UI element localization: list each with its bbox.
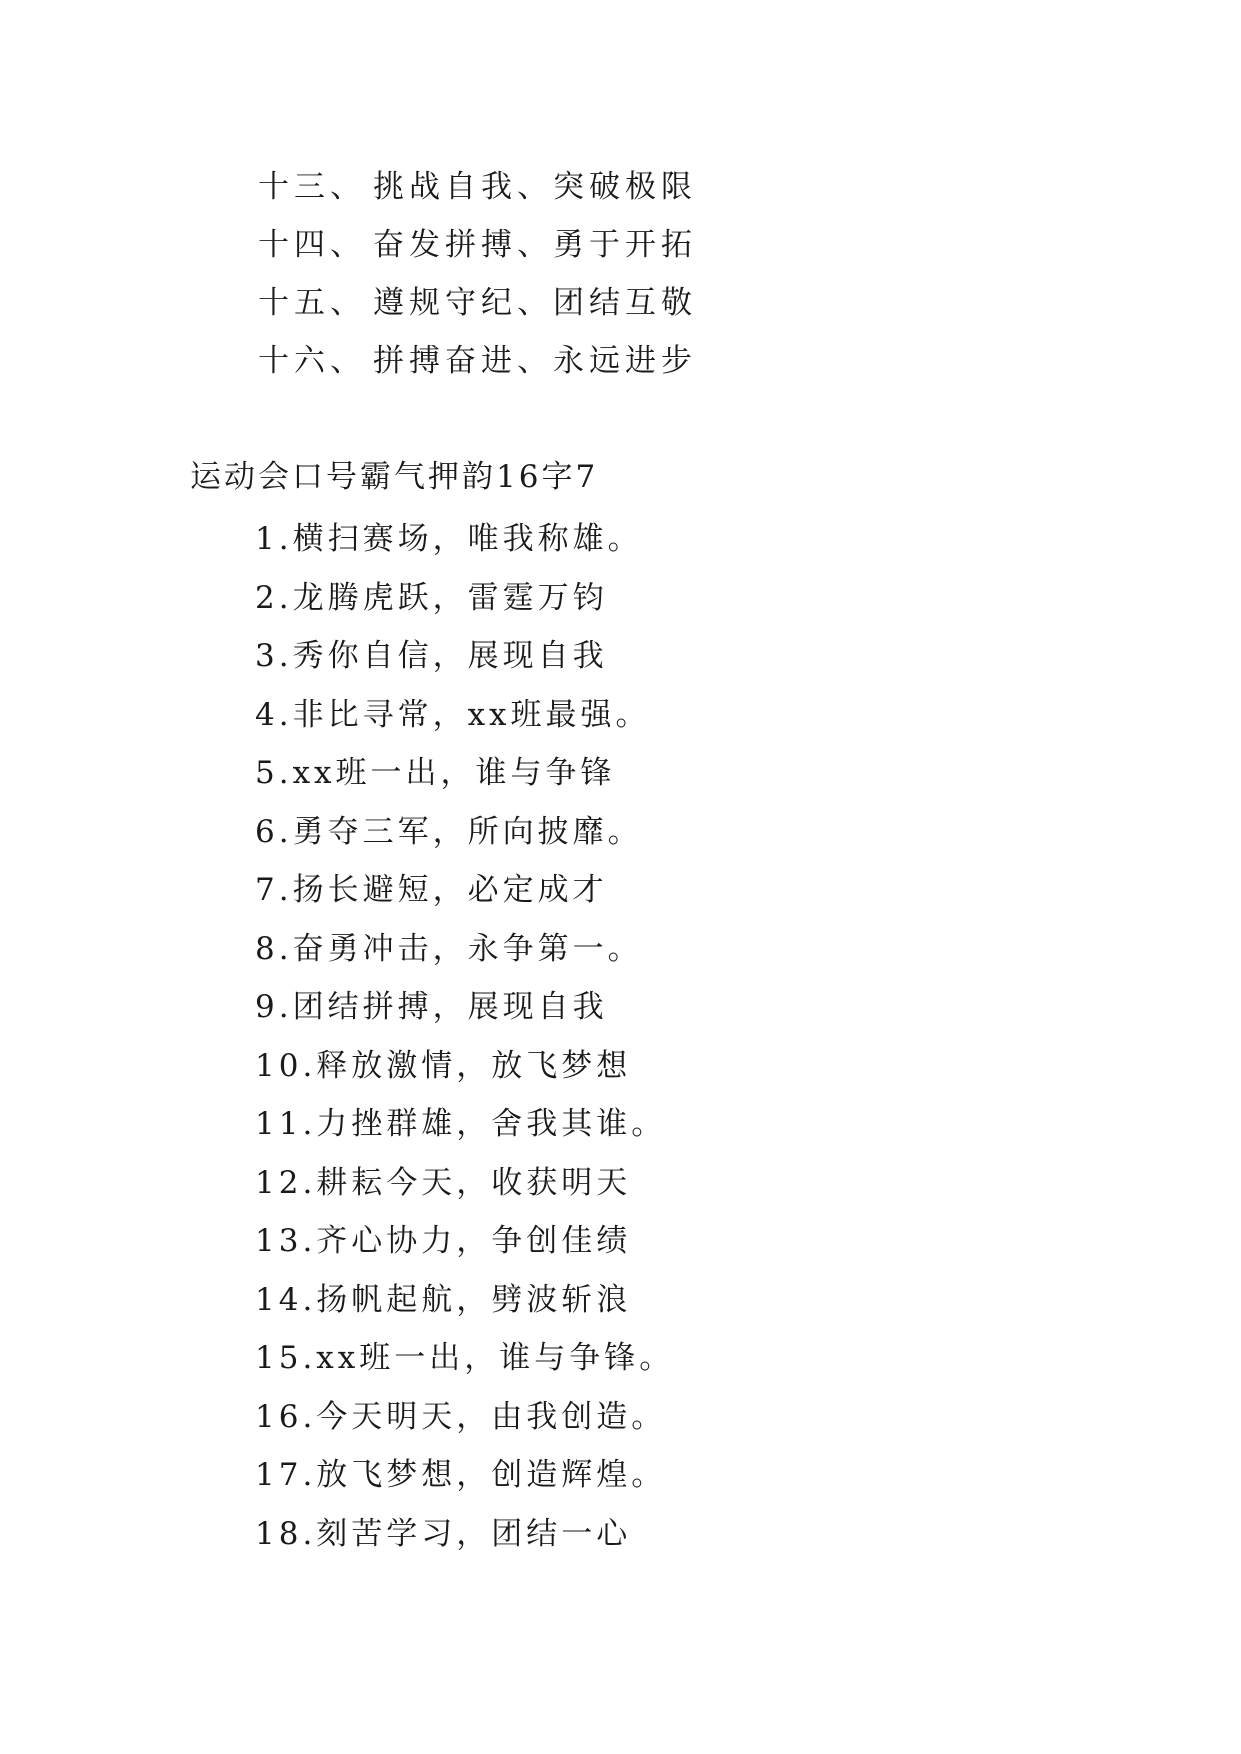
list-item-number: 十三、: [258, 169, 366, 205]
slogan-item: 13.齐心协力，争创佳绩: [255, 1223, 632, 1259]
list-item-text: 奋发拼搏、勇于开拓: [373, 227, 697, 263]
list-item: [258, 332, 697, 390]
list-item-text: 遵规守纪、团结互敬: [373, 285, 697, 321]
slogan-item: 1.横扫赛场，唯我称雄。: [255, 521, 643, 557]
list-item-text: 拼搏奋进、永远进步: [373, 343, 697, 379]
list-item: [258, 216, 697, 274]
slogan-list: [255, 510, 674, 1563]
slogan-item: 6.勇夺三军，所向披靡。: [255, 813, 643, 850]
slogan-item: 14.扬帆起航，劈波斩浪: [255, 1281, 632, 1318]
slogan-item: 10.释放激情，放飞梦想: [255, 1047, 632, 1084]
slogan-item: 5.xx班一出，谁与争锋: [255, 755, 616, 791]
slogan-item: 3.秀你自信，展现自我: [255, 638, 608, 674]
slogan-item: 17.放飞梦想，创造辉煌。: [255, 1457, 667, 1493]
slogan-item: 4.非比寻常，xx班最强。: [255, 696, 651, 733]
slogan-item: 8.奋勇冲击，永争第一。: [255, 930, 643, 967]
slogan-item: 9.团结拼搏，展现自我: [255, 989, 608, 1025]
list-item-text: 挑战自我、突破极限: [373, 169, 697, 205]
list-item-number: 十六、: [258, 343, 366, 379]
slogan-item: 11.力挫群雄，舍我其谁。: [255, 1106, 667, 1142]
list-item-number: 十五、: [258, 285, 366, 321]
list-item: [258, 274, 697, 332]
section-title: 运动会口号霸气押韵16字7: [190, 459, 599, 495]
slogan-item: 7.扬长避短，必定成才: [255, 872, 608, 908]
list-item-number: 十四、: [258, 227, 366, 263]
list-item: [258, 158, 697, 216]
slogan-item: 18.刻苦学习，团结一心: [255, 1515, 632, 1552]
slogan-item: 16.今天明天，由我创造。: [255, 1398, 667, 1435]
slogan-item: 2.龙腾虎跃，雷霆万钧: [255, 579, 608, 616]
numbered-list-top: [258, 158, 697, 390]
slogan-item: 12.耕耘今天，收获明天: [255, 1164, 632, 1201]
slogan-item: 15.xx班一出，谁与争锋。: [255, 1340, 675, 1376]
